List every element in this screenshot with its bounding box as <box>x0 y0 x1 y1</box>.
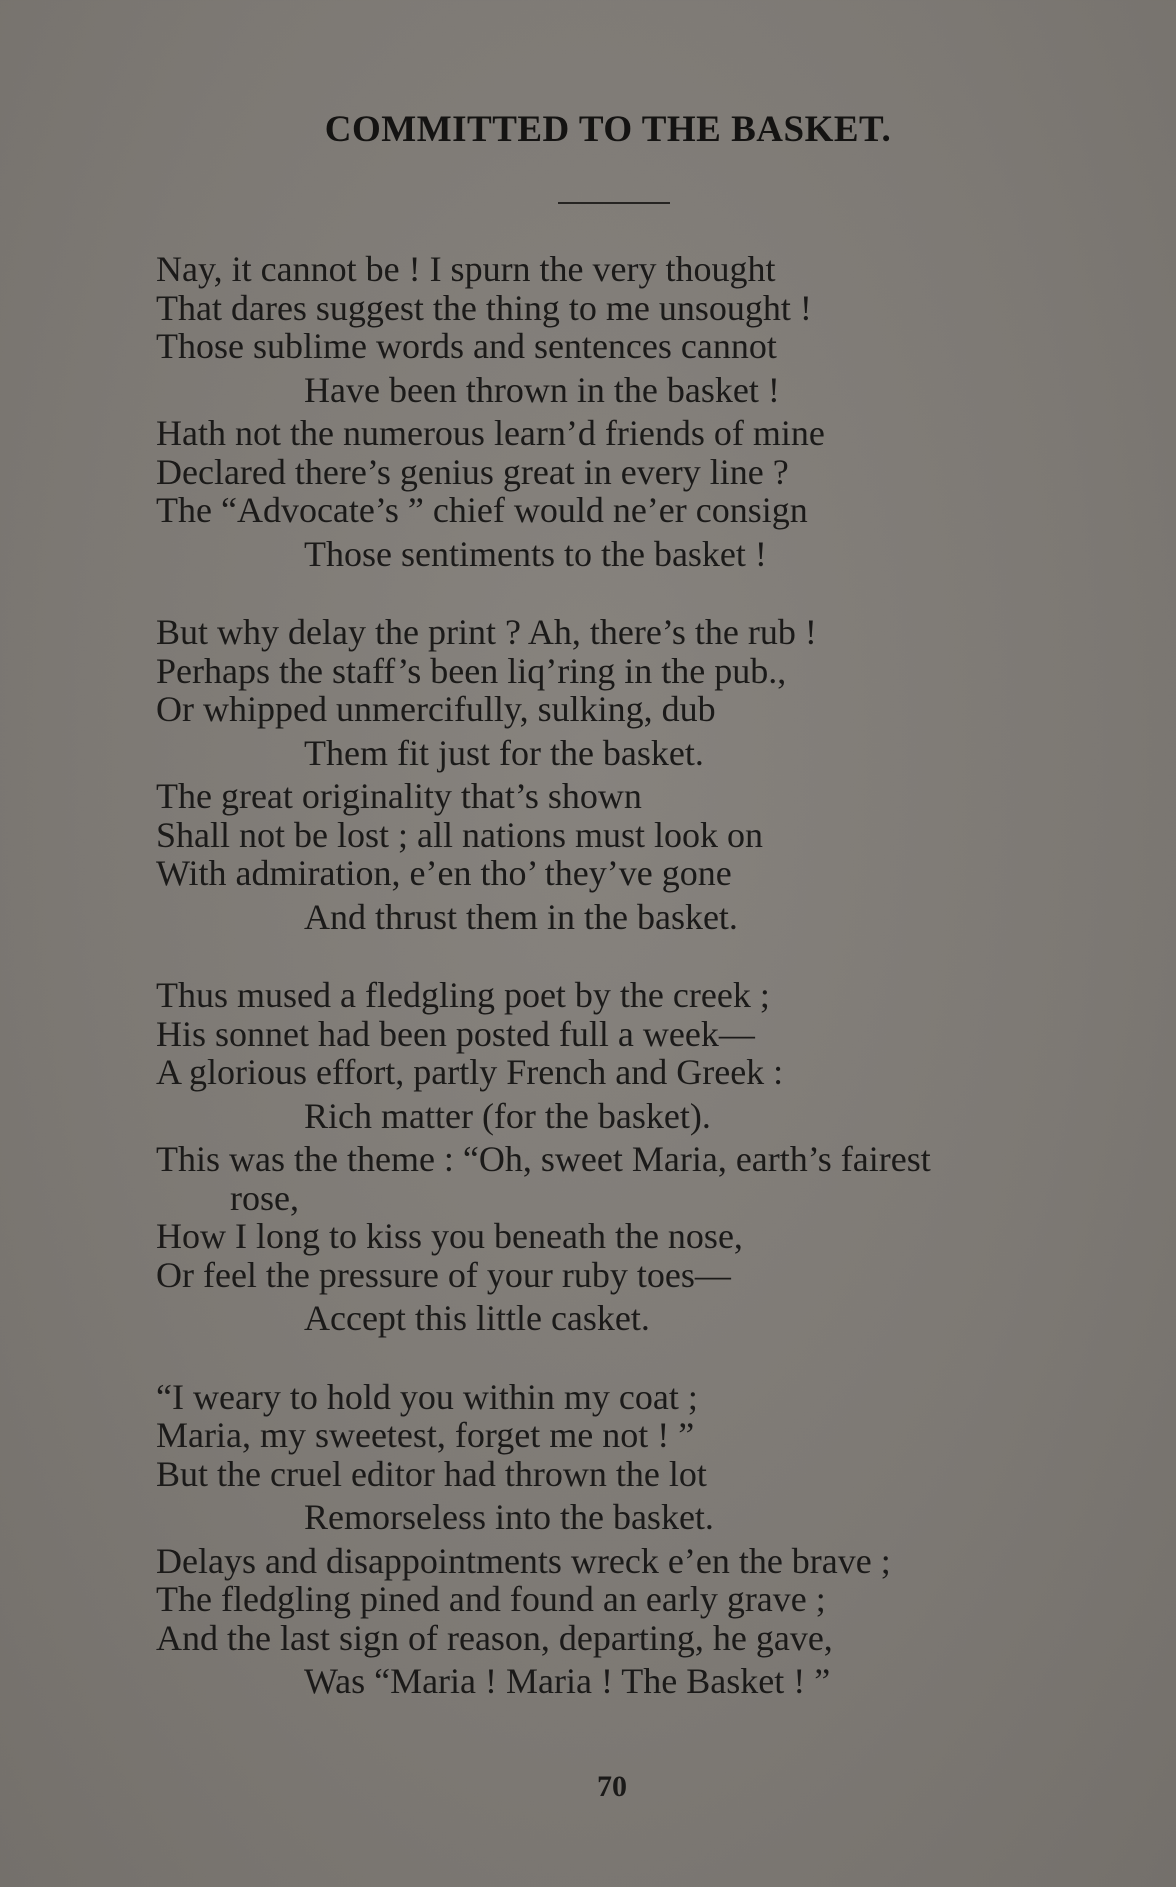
poem-line: The great originality that’s shown <box>156 776 642 816</box>
poem-line: But the cruel editor had thrown the lot <box>156 1453 707 1494</box>
poem-refrain-line: Remorseless into the basket. <box>304 1497 714 1537</box>
poem-refrain-line: And thrust them in the basket. <box>304 896 738 937</box>
stanza-2 <box>156 613 1156 936</box>
stanza-3 <box>156 976 1156 1338</box>
poem-refrain-line: Them fit just for the basket. <box>304 732 704 773</box>
poem-line: Or feel the pressure of your ruby toes— <box>156 1254 731 1295</box>
poem-line: Declared there’s genius great in every line ? <box>156 451 789 492</box>
poem-line: Shall not be lost ; all nations must look on <box>156 814 763 855</box>
poem-line: How I long to kiss you beneath the nose, <box>156 1216 743 1256</box>
poem-line: But why delay the print ? Ah, there’s the rub ! <box>156 612 817 652</box>
poem-line: Perhaps the staff’s been liq’ring in the pub., <box>156 650 787 691</box>
poem-line: That dares suggest the thing to me unsought ! <box>156 287 812 328</box>
page-number: 70 <box>597 1770 627 1803</box>
poem-body <box>156 250 1156 1741</box>
poem-line: With admiration, e’en tho’ they’ve gone <box>156 853 732 893</box>
poem-line: Thus mused a fledgling poet by the creek ; <box>156 975 770 1015</box>
poem-line: Hath not the numerous learn’d friends of mine <box>156 413 825 453</box>
poem-refrain-line: Those sentiments to the basket ! <box>304 533 767 574</box>
poem-line: Those sublime words and sentences cannot <box>156 326 777 366</box>
poem-line: “I weary to hold you within my coat ; <box>156 1376 698 1417</box>
poem-line: And the last sign of reason, departing, he gave, <box>156 1617 833 1658</box>
title-divider <box>558 202 670 204</box>
poem-refrain-line: Have been thrown in the basket ! <box>304 369 780 410</box>
stanza-4 <box>156 1378 1156 1701</box>
poem-line: Maria, my sweetest, forget me not ! ” <box>156 1415 695 1455</box>
poem-line: Nay, it cannot be ! I spurn the very thought <box>156 249 776 289</box>
poem-line: Delays and disappointments wreck e’en the brave ; <box>156 1540 891 1581</box>
poem-refrain-line: Rich matter (for the basket). <box>304 1095 711 1136</box>
poem-line-continuation: rose, <box>230 1177 299 1218</box>
poem-line: His sonnet had been posted full a week— <box>156 1013 755 1054</box>
poem-line: Or whipped unmercifully, sulking, dub <box>156 689 716 729</box>
poem-refrain-line: Was “Maria ! Maria ! The Basket ! ” <box>304 1661 831 1701</box>
poem-line: A glorious effort, partly French and Greek : <box>156 1052 784 1092</box>
poem-refrain-line: Accept this little casket. <box>304 1298 650 1338</box>
poem-title: COMMITTED TO THE BASKET. <box>324 109 892 150</box>
poem-line: This was the theme : “Oh, sweet Maria, earth’s fairest <box>156 1139 931 1179</box>
poem-line: The fledgling pined and found an early grave ; <box>156 1579 826 1619</box>
stanza-1 <box>156 250 1156 573</box>
poem-line: The “Advocate’s ” chief would ne’er consign <box>156 490 808 530</box>
